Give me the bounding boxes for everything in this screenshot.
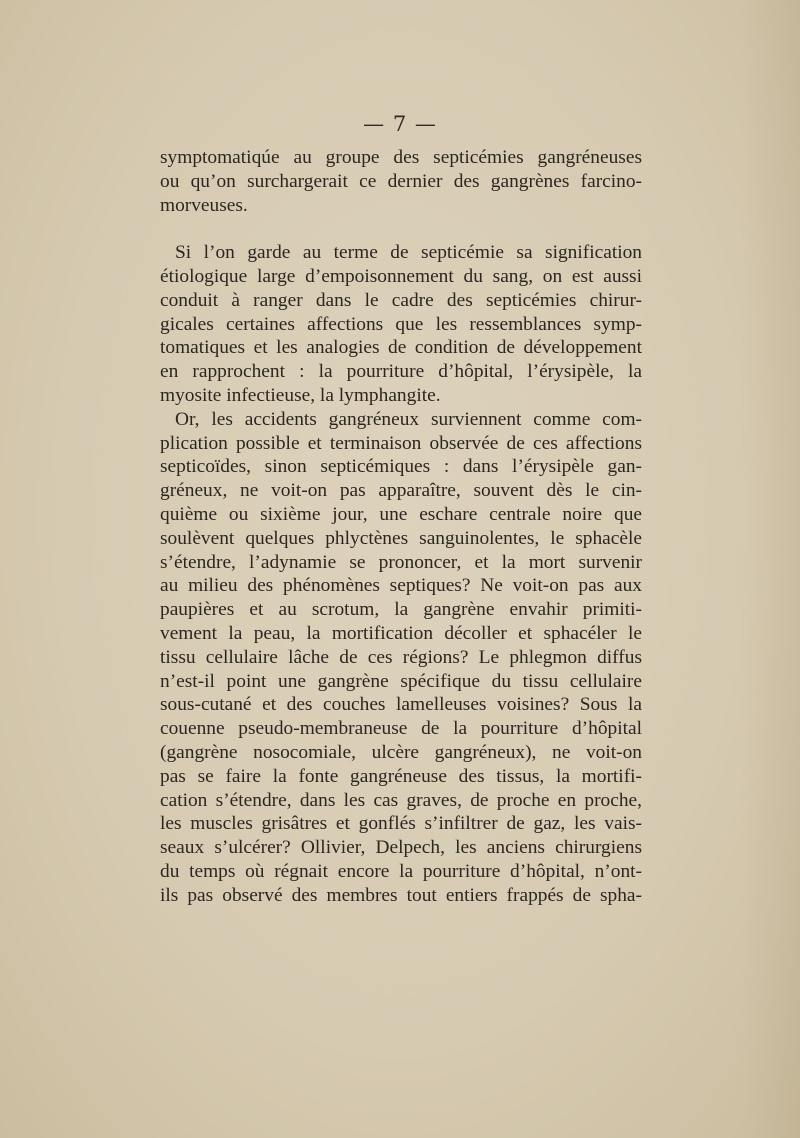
paragraph-2 bbox=[160, 241, 642, 408]
text-line: ils pas observé des membres tout entiers frappés de spha- bbox=[160, 884, 642, 906]
text-line: morveuses. bbox=[160, 194, 248, 216]
text-line: s’étendre, l’adynamie se prononcer, et la mort survenir bbox=[160, 551, 642, 573]
body-text bbox=[160, 146, 642, 908]
text-line: les muscles grisâtres et gonflés s’infiltrer de gaz, les vais- bbox=[160, 813, 642, 835]
page-number: — 7 — bbox=[363, 112, 437, 136]
page-edge-shading bbox=[740, 0, 800, 1138]
text-line: paupières et au scrotum, la gangrène envahir primiti- bbox=[160, 599, 642, 621]
text-line: gréneux, ne voit-on pas apparaître, souvent dès le cin- bbox=[160, 480, 642, 502]
text-line: étiologique large d’empoisonnement du sang, on est aussi bbox=[160, 265, 642, 287]
text-line: soulèvent quelques phlyctènes sanguinolentes, le sphacèle bbox=[160, 527, 642, 549]
text-line: quième ou sixième jour, une eschare centrale noire que bbox=[160, 503, 642, 525]
text-line: plication possible et terminaison observée de ces affections bbox=[160, 432, 642, 454]
text-line: du temps où régnait encore la pourriture d’hôpital, n’ont- bbox=[160, 860, 642, 882]
text-line: cation s’étendre, dans les cas graves, de proche en proche, bbox=[160, 789, 642, 811]
text-line: en rapprochent : la pourriture d’hôpital, l’érysipèle, la bbox=[160, 361, 642, 383]
text-line: gicales certaines affections que les ressemblances symp- bbox=[160, 313, 642, 335]
text-line: conduit à ranger dans le cadre des septicémies chirur- bbox=[160, 289, 642, 311]
text-line: pas se faire la fonte gangréneuse des tissus, la mortifi- bbox=[160, 765, 642, 787]
text-line: couenne pseudo-membraneuse de la pourriture d’hôpital bbox=[160, 718, 642, 740]
text-line: Or, les accidents gangréneux surviennent comme com- bbox=[175, 408, 642, 430]
paragraph-3 bbox=[160, 408, 642, 908]
text-line: n’est-il point une gangrène spécifique du tissu cellulaire bbox=[160, 670, 642, 692]
text-line: au milieu des phénomènes septiques? Ne voit-on pas aux bbox=[160, 575, 642, 597]
text-line: symptomatiqúe au groupe des septicémies gangréneuses bbox=[160, 147, 642, 168]
text-line: tomatiques et les analogies de condition de développement bbox=[160, 337, 642, 359]
text-line: Si l’on garde au terme de septicémie sa signification bbox=[175, 242, 642, 264]
text-line: vement la peau, la mortification décoller et sphacéler le bbox=[160, 622, 642, 644]
text-line: sous-cutané et des couches lamelleuses voisines? Sous la bbox=[160, 694, 642, 716]
paragraph-spacer bbox=[160, 217, 642, 241]
text-line: tissu cellulaire lâche de ces régions? Le phlegmon diffus bbox=[160, 646, 642, 668]
text-line: seaux s’ulcérer? Ollivier, Delpech, les anciens chirurgiens bbox=[160, 837, 642, 859]
text-line: myosite infectieuse, la lymphangite. bbox=[160, 384, 441, 406]
text-line: ou qu’on surchargerait ce dernier des gangrènes farcino- bbox=[160, 170, 642, 192]
paragraph-1 bbox=[160, 146, 642, 217]
text-line: (gangrène nosocomiale, ulcère gangréneux), ne voit-on bbox=[160, 741, 642, 763]
text-line: septicoïdes, sinon septicémiques : dans l’érysipèle gan- bbox=[160, 456, 642, 478]
